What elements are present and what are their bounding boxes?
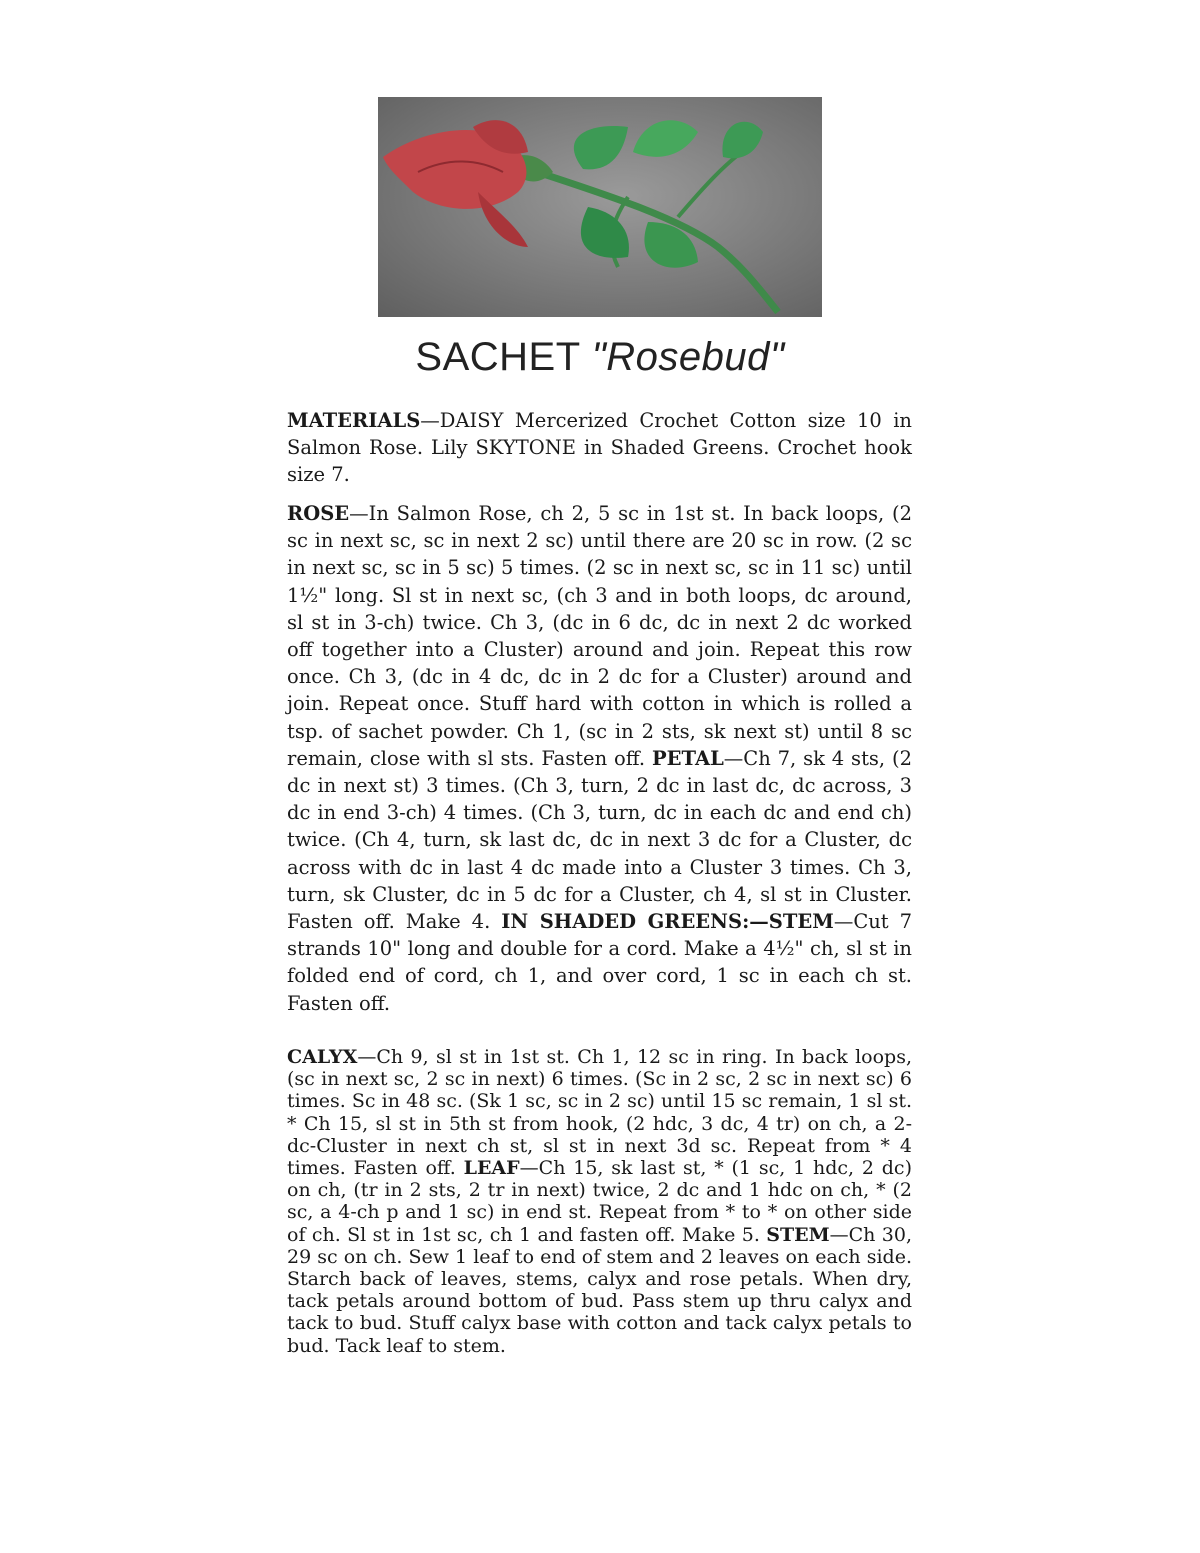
calyx-paragraph — [287, 1046, 912, 1357]
rose-paragraph — [287, 500, 912, 1017]
calyx-label: CALYX — [287, 1046, 358, 1068]
title-italic: "Rosebud" — [591, 335, 785, 379]
greens-stem-label: IN SHADED GREENS:—STEM — [501, 910, 834, 934]
stem-label: STEM — [766, 1223, 830, 1246]
petal-label: PETAL — [651, 746, 724, 770]
rose-label: ROSE — [287, 502, 350, 525]
title-main: SACHET — [415, 335, 592, 379]
greens-stem-text: —Cut 7 strands 10" long and double for a cord. Make a 4½" ch, sl st in folded end of cord, ch 1, and over cord, 1 sc in each ch st. Fasten off. — [287, 910, 912, 1015]
petal-text: —Ch 7, sk 4 sts, (2 dc in next st) 3 times. (Ch 3, turn, 2 dc in last dc, dc across, 3 dc in end 3-ch) 4 times. (Ch 3, turn, dc in each dc and end ch) twice. (Ch 4, turn, sk last dc, dc in next 3 dc for a Cluster, dc across with dc in last 4 dc made into a Cluster 3 times. Ch 3, turn, sk Cluster, dc in 5 dc for a Cluster, ch 4, sl st in Cluster. Fasten off. Make 4. — [287, 746, 912, 934]
rose-text: —In Salmon Rose, ch 2, 5 sc in 1st st. In back loops, (2 sc in next sc, sc in next 2 sc) until there are 20 sc in row. (2 sc in next sc, sc in 5 sc) 5 times. (2 sc in next sc, sc in 11 sc) until 1½" long. Sl st in next sc, (ch 3 and in both loops, dc around, sl st in 3-ch) twice. Ch 3, (dc in 6 dc, dc in next 2 dc worked off together into a Cluster) around and join. Repeat this row once. Ch 3, (dc in 4 dc, dc in 2 dc for a Cluster) around and join. Repeat once. Stuff hard with cotton in which is rolled a tsp. of sachet powder. Ch 1, (sc in 2 sts, sk next st) until 8 sc remain, close with sl sts. Fasten off. — [287, 502, 912, 770]
rosebud-photo-icon — [378, 97, 822, 317]
leaf-label: LEAF — [463, 1157, 520, 1180]
stem-text: —Ch 30, 29 sc on ch. Sew 1 leaf to end of stem and 2 leaves on each side. Starch back of leaves, stems, calyx and rose petals. When dry, tack petals around bottom of bud. Pass stem up thru calyx and tack to bud. Stuff calyx base with cotton and tack calyx petals to bud. Tack leaf to stem. — [287, 1223, 913, 1357]
materials-paragraph — [287, 407, 912, 489]
leaf-text: —Ch 15, sk last st, * (1 sc, 1 hdc, 2 dc) on ch, (tr in 2 sts, 2 tr in next) twice, 2 dc and 1 hdc on ch, * (2 sc, a 4-ch p and 1 sc) in end st. Repeat from * to * on other side of ch. Sl st in 1st sc, ch 1 and fasten off. Make 5. — [287, 1157, 912, 1246]
materials-label: MATERIALS — [287, 409, 421, 432]
calyx-text: —Ch 9, sl st in 1st st. Ch 1, 12 sc in ring. In back loops, (sc in next sc, 2 sc in next) 6 times. (Sc in 2 sc, 2 sc in next sc) 6 times. Sc in 48 sc. (Sk 1 sc, sc in 2 sc) until 15 sc remain, 1 sl st. * Ch 15, sl st in 5th st from hook, (2 hdc, 3 dc, 4 tr) on ch, a 2-dc-Cluster in next ch st, sl st in next 3d sc. Repeat from * 4 times. Fasten off. — [287, 1046, 912, 1180]
rosebud-photo — [378, 97, 822, 317]
materials-text: —DAISY Mercerized Crochet Cotton size 10 in Salmon Rose. Lily SKYTONE in Shaded Greens. Crochet hook size 7. — [287, 409, 912, 487]
page-title — [0, 335, 1200, 380]
